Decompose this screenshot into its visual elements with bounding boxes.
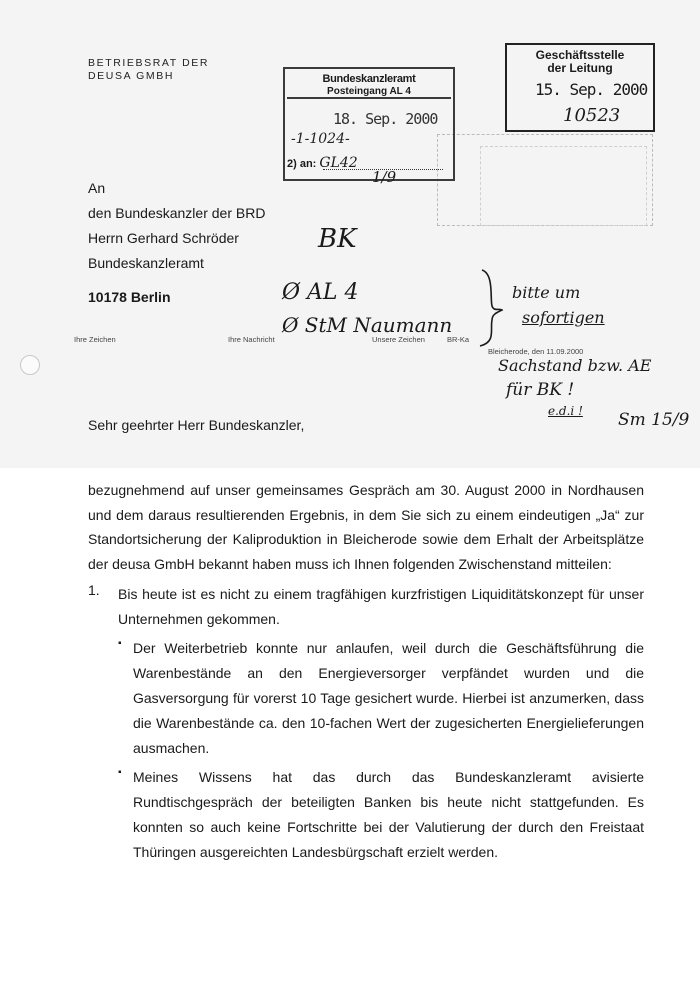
sender-block — [88, 57, 209, 83]
handwritten-bk: BK — [318, 224, 357, 254]
handwritten-fraction: 1/9 — [372, 168, 397, 186]
ref-ihre-nachricht: Ihre Nachricht — [228, 335, 275, 344]
item-1-number: 1. — [88, 582, 100, 598]
item-1-text: Bis heute ist es nicht zu einem tragfähigen kurzfristigen Liquiditätskonzept für unser Unternehmen gekommen. — [118, 586, 644, 627]
salutation: Sehr geehrter Herr Bundeskanzler, — [88, 417, 305, 433]
bullet-1-text: Der Weiterbetrieb konnte nur anlaufen, weil durch die Geschäftsführung die Warenbestände an den Energieversorger verpfändet wurden und die Gasversorgung für vorerst 10 Tage gesichert wurde. Hierbei ist anzumerken, dass die Warenbestände ca. den 10-fachen Wert der zugesicherten Energielieferungen ausmachen. — [133, 640, 644, 756]
ref-ihre-zeichen: Ihre Zeichen — [74, 335, 116, 344]
stamp2-line-2: der Leitung — [547, 61, 613, 75]
bullet-1-marker: ▪ — [118, 638, 122, 649]
stamp2-number: 10523 — [563, 105, 621, 126]
handwritten-al4: Ø AL 4 — [282, 280, 359, 305]
handwritten-note-2: sofortigen — [522, 308, 605, 327]
stamp-subtitle: Posteingang AL 4 — [327, 86, 411, 97]
stamp-header — [287, 71, 451, 99]
stamp-an-value: GL42 — [319, 155, 358, 171]
handwritten-initials: Sm 15/9 — [618, 410, 690, 430]
handwritten-naumann: Ø StM Naumann — [282, 313, 453, 337]
recipient-an: An — [88, 180, 106, 196]
posteingang-stamp — [283, 67, 455, 181]
geschaeftsstelle-stamp — [505, 43, 655, 132]
faint-stamp-outline-2 — [480, 146, 647, 226]
handwritten-brace — [476, 268, 506, 348]
stamp-an-label: 2) an: — [287, 158, 317, 170]
stamp-handwritten-number: -1-1024- — [291, 131, 350, 147]
bullet-2-marker: ▪ — [118, 767, 122, 778]
handwritten-note-5: e.d.i ! — [548, 404, 583, 418]
handwritten-note-1: bitte um — [512, 283, 581, 302]
stamp2-date: 15. Sep. 2000 — [535, 80, 648, 99]
stamp-date: 18. Sep. 2000 — [333, 110, 438, 128]
intro-paragraph: bezugnehmend auf unser gemeinsames Gespräch am 30. August 2000 in Nordhausen und dem daraus resultierenden Ergebnis, in dem Sie sich zu einem eindeutigen „Ja“ zur Standortsicherung der Kaliproduktion in Bleicherode sowie dem Erhalt der Arbeitsplätze der deusa GmbH bekannt haben muss ich Ihnen folgenden Zwischenstand mitteilen: — [88, 482, 644, 572]
bullet-2-text: Meines Wissens hat das durch das Bundeskanzleramt avisierte Rundtischgespräch der beteiligten Banken bis heute nicht stattgefunden. Es konnten so auch keine Fortschritte bei der Valutierung der durch den Freistaat Thüringen ausgereichten Landesbürgschaft erzielt werden. — [133, 769, 644, 860]
recipient-line-3: Bundeskanzleramt — [88, 255, 204, 271]
recipient-line-2: Herrn Gerhard Schröder — [88, 230, 239, 246]
handwritten-note-3: Sachstand bzw. AE — [498, 356, 652, 375]
punch-hole — [20, 355, 40, 375]
recipient-city: 10178 Berlin — [88, 289, 171, 305]
sender-line-2: DEUSA GMBH — [88, 70, 175, 82]
stamp2-line-1: Geschäftsstelle — [535, 48, 625, 62]
stamp-title: Bundeskanzleramt — [322, 73, 416, 85]
ref-br-ka: BR-Ka — [447, 335, 470, 344]
ref-place-date: Bleicherode, den 11.09.2000 — [488, 347, 584, 356]
handwritten-note-4: für BK ! — [506, 380, 575, 400]
sender-line-1: BETRIEBSRAT DER — [88, 57, 210, 69]
recipient-line-1: den Bundeskanzler der BRD — [88, 205, 266, 221]
ref-unsere-zeichen: Unsere Zeichen — [372, 335, 425, 344]
